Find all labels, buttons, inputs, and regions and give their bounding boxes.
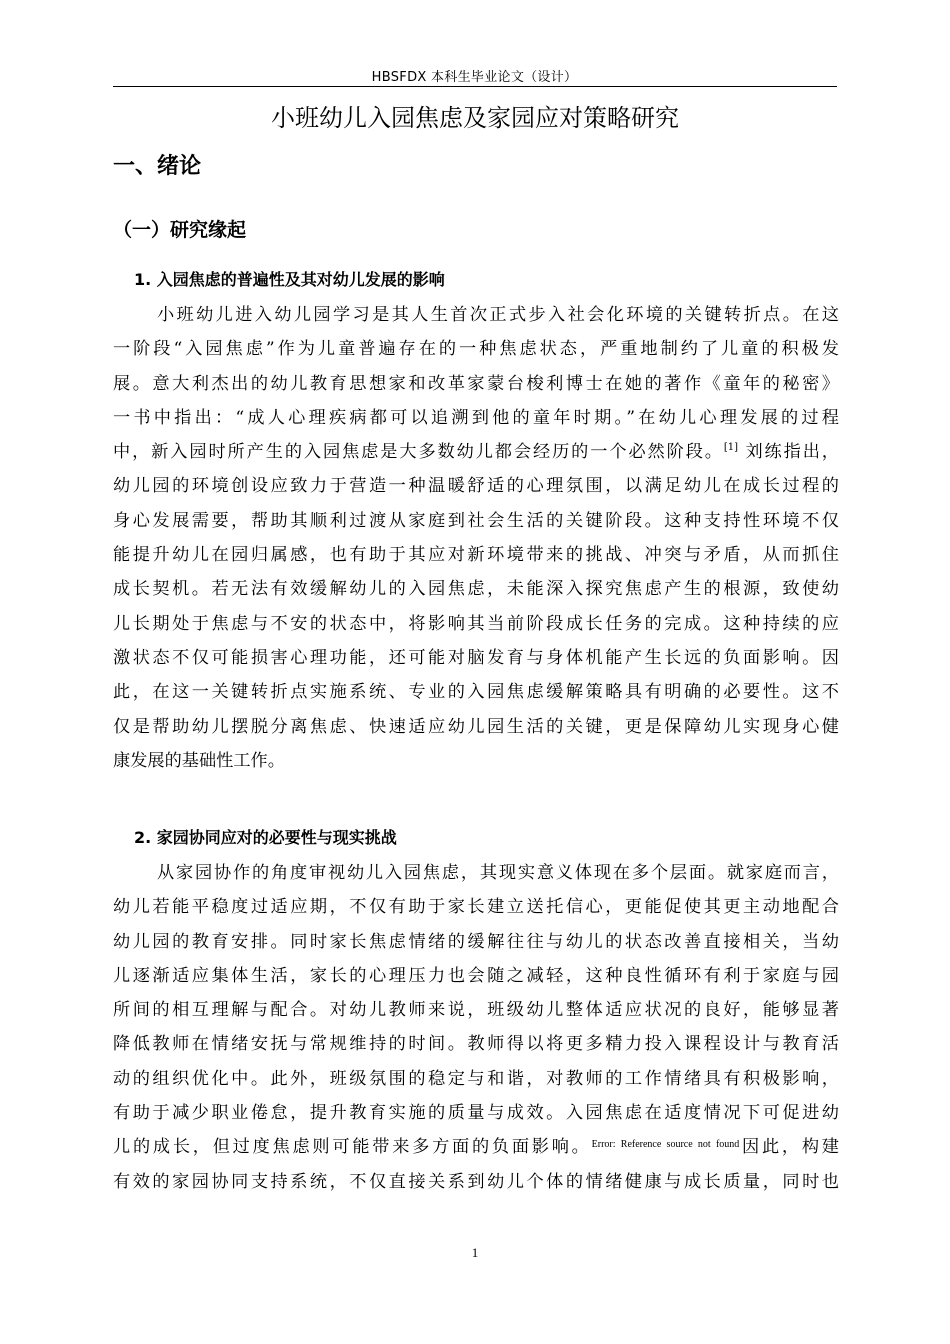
subsection-heading: （一）研究缘起 bbox=[113, 219, 247, 241]
running-header: HBSFDX 本科生毕业论文（设计） bbox=[371, 70, 578, 85]
paragraph-line: 能提升幼儿在园归属感，也有助于其应对新环境带来的挑战、冲突与矛盾，从而抓住 bbox=[113, 545, 839, 566]
paragraph-line-with-error bbox=[113, 1130, 839, 1164]
paragraph-line: 儿长期处于焦虑与不安的状态中，将影响其当前阶段成长任务的完成。这种持续的应 bbox=[113, 613, 839, 634]
reference-error-note: Error: Reference source not found bbox=[591, 1139, 740, 1151]
item-heading-1: 1. 入园焦虑的普遍性及其对幼儿发展的影响 bbox=[134, 270, 445, 289]
paragraph-line: 身心发展需要，帮助其顺利过渡从家庭到社会生活的关键阶段。这种支持性环境不仅 bbox=[113, 510, 839, 531]
paragraph-line: 儿的成长，但过度焦虑则可能带来多方面的负面影响。 bbox=[113, 1137, 592, 1158]
paragraph-line: 仅是帮助幼儿摆脱分离焦虑、快速适应幼儿园生活的关键，更是保障幼儿实现身心健 bbox=[113, 716, 839, 737]
document-title: 小班幼儿入园焦虑及家园应对策略研究 bbox=[271, 104, 679, 132]
paragraph-line-tail: 因此，构建 bbox=[739, 1137, 839, 1158]
paragraph-line: 一书中指出：“成人心理疾病都可以追溯到他的童年时期。”在幼儿心理发展的过程 bbox=[113, 407, 839, 428]
paragraph-line: 小班幼儿进入幼儿园学习是其人生首次正式步入社会化环境的关键转折点。在这 bbox=[157, 305, 839, 325]
paragraph-line: 幼儿园的环境创设应致力于营造一种温暖舒适的心理氛围，以满足幼儿在成长过程的 bbox=[113, 476, 839, 497]
paragraph-line: 有效的家园协同支持系统，不仅直接关系到幼儿个体的情绪健康与成长质量，同时也 bbox=[113, 1171, 839, 1192]
paragraph-line: 幼儿园的教育安排。同时家长焦虑情绪的缓解往往与幼儿的状态改善直接相关，当幼 bbox=[113, 931, 839, 952]
paragraph-line: 成长契机。若无法有效缓解幼儿的入园焦虑，未能深入探究焦虑产生的根源，致使幼 bbox=[113, 579, 839, 600]
section-heading: 一、绪论 bbox=[113, 154, 202, 179]
paragraph-line: 中，新入园时所产生的入园焦虑是大多数幼儿都会经历的一个必然阶段。 bbox=[113, 442, 724, 463]
citation-mark: [1] bbox=[723, 442, 739, 454]
paragraph-1 bbox=[113, 298, 839, 778]
paragraph-line: 展。意大利杰出的幼儿教育思想家和改革家蒙台梭利博士在她的著作《童年的秘密》 bbox=[113, 373, 839, 394]
paragraph-line: 幼儿若能平稳度过适应期，不仅有助于家长建立送托信心，更能促使其更主动地配合 bbox=[113, 897, 839, 918]
paragraph-line-tail: 刘练指出， bbox=[738, 442, 839, 463]
paragraph-line: 此，在这一关键转折点实施系统、专业的入园焦虑缓解策略具有明确的必要性。这不 bbox=[113, 682, 839, 703]
paragraph-line: 康发展的基础性工作。 bbox=[113, 750, 285, 771]
paragraph-line: 一阶段“入园焦虑”作为儿童普遍存在的一种焦虑状态，严重地制约了儿童的积极发 bbox=[113, 339, 839, 360]
page-number: 1 bbox=[471, 1245, 479, 1260]
item-heading-2: 2. 家园协同应对的必要性与现实挑战 bbox=[134, 828, 397, 847]
paragraph-line: 儿逐渐适应集体生活，家长的心理压力也会随之减轻，这种良性循环有利于家庭与园 bbox=[113, 965, 839, 986]
paragraph-line: 所间的相互理解与配合。对幼儿教师来说，班级幼儿整体适应状况的良好，能够显著 bbox=[113, 1000, 839, 1021]
paragraph-2 bbox=[113, 856, 839, 1199]
paragraph-line: 降低教师在情绪安抚与常规维持的时间。教师得以将更多精力投入课程设计与教育活 bbox=[113, 1034, 839, 1055]
header-rule bbox=[113, 86, 837, 87]
paragraph-line-with-citation bbox=[113, 435, 839, 469]
paragraph-line: 从家园协作的角度审视幼儿入园焦虑，其现实意义体现在多个层面。就家庭而言， bbox=[157, 863, 839, 883]
paragraph-line: 有助于减少职业倦怠，提升教育实施的质量与成效。入园焦虑在适度情况下可促进幼 bbox=[113, 1103, 839, 1124]
paragraph-line: 激状态不仅可能损害心理功能，还可能对脑发育与身体机能产生长远的负面影响。因 bbox=[113, 647, 839, 668]
paragraph-line: 动的组织优化中。此外，班级氛围的稳定与和谐，对教师的工作情绪具有积极影响， bbox=[113, 1068, 839, 1089]
